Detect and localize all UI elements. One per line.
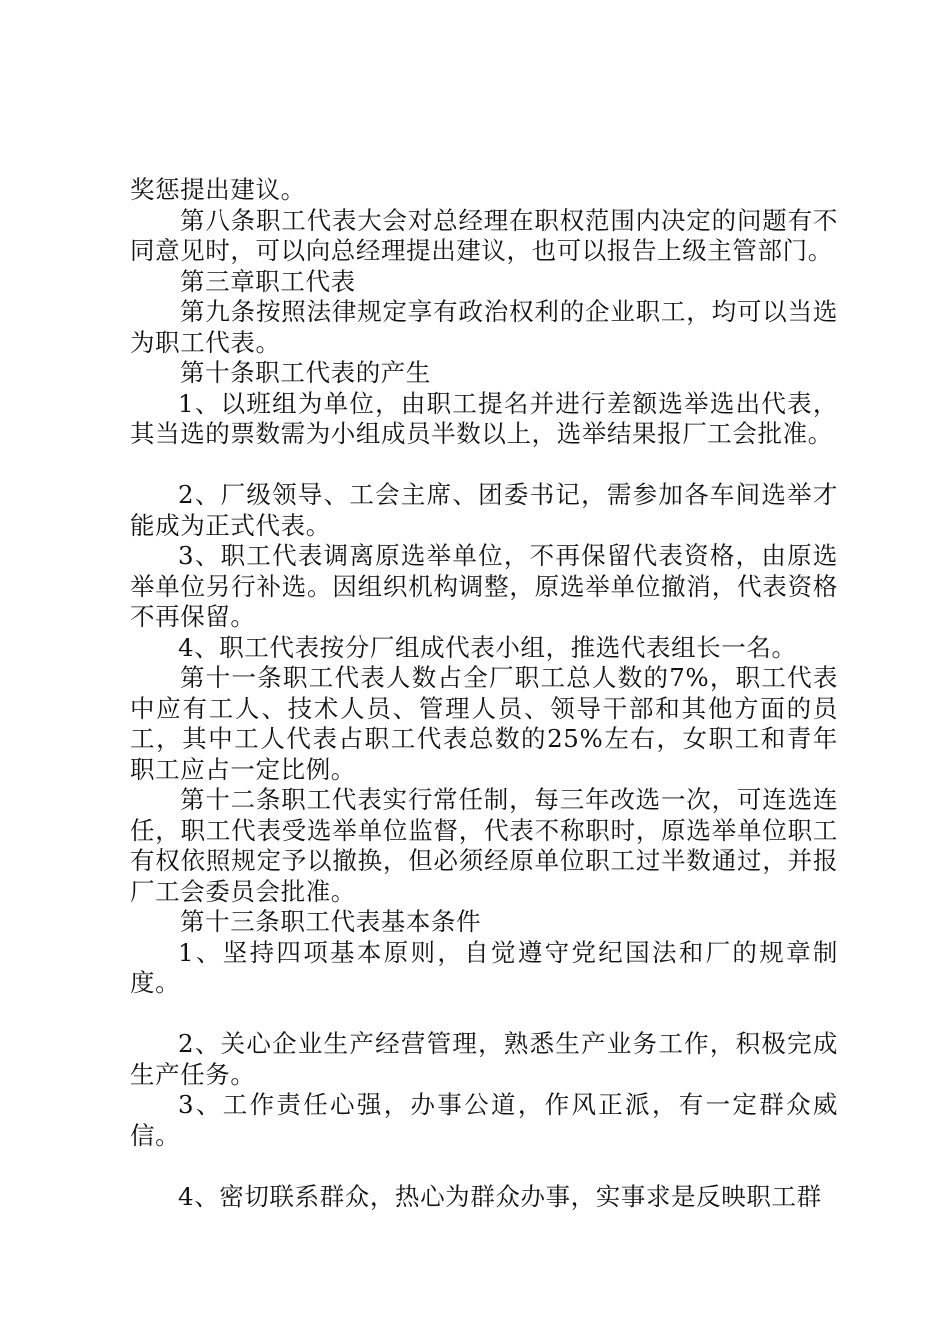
paragraph-article-10-item-1: 1、以班组为单位，由职工提名并进行差额选举选出代表，其当选的票数需为小组成员半数以上，选举结果报厂工会批准。: [130, 388, 838, 448]
paragraph-article-10-item-4: 4、职工代表按分厂组成代表小组，推选代表组长一名。: [178, 632, 797, 662]
paragraph-article-13-item-4: 4、密切联系群众，热心为群众办事，实事求是反映职工群: [178, 1181, 822, 1211]
paragraph-article-13: 第十三条职工代表基本条件: [180, 907, 482, 936]
paragraph-article-13-item-3: 3、工作责任心强，办事公道，作风正派，有一定群众威信。: [130, 1090, 838, 1150]
paragraph-article-13-item-1: 1、坚持四项基本原则，自觉遵守党纪国法和厂的规章制度。: [130, 937, 838, 997]
document-body: [130, 175, 838, 1212]
paragraph-article-10-item-3: 3、职工代表调离原选举单位，不再保留代表资格，由原选举单位另行补选。因组织机构调整，原选举单位撤消，代表资格不再保留。: [130, 541, 838, 631]
paragraph-article-10-item-2: 2、厂级领导、工会主席、团委书记，需参加各车间选举才能成为正式代表。: [130, 480, 838, 540]
paragraph-article-8: 第八条职工代表大会对总经理在职权范围内决定的问题有不同意见时，可以向总经理提出建议，也可以报告上级主管部门。: [130, 205, 838, 265]
chapter-3-heading: 第三章职工代表: [180, 266, 356, 296]
paragraph-1: 奖惩提出建议。: [130, 175, 306, 204]
paragraph-article-12: 第十二条职工代表实行常任制，每三年改选一次，可连选连任，职工代表受选举单位监督，代表不称职时，原选举单位职工有权依照规定予以撤换，但必须经原单位职工过半数通过，并报厂工会委员会批准。: [130, 785, 838, 906]
paragraph-article-10: 第十条职工代表的产生: [180, 358, 431, 387]
paragraph-article-13-item-2: 2、关心企业生产经营管理，熟悉生产业务工作，积极完成生产任务。: [130, 1029, 838, 1089]
paragraph-article-9: 第九条按照法律规定享有政治权利的企业职工，均可以当选为职工代表。: [130, 297, 838, 357]
paragraph-article-11: 第十一条职工代表人数占全厂职工总人数的7%，职工代表中应有工人、技术人员、管理人员、领导干部和其他方面的员工，其中工人代表占职工代表总数的25%左右，女职工和青年职工应占一定比例。: [130, 663, 838, 784]
